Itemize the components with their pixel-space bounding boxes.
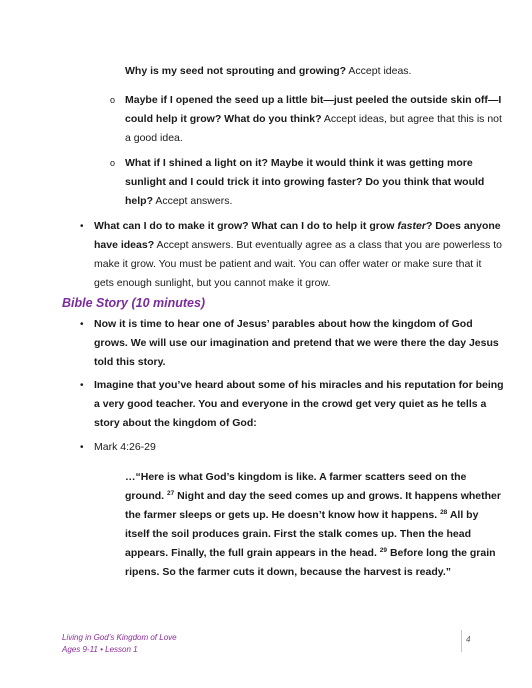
bullet-1-line-3: make it grow. You must be patient and wait. You can offer water or make sure that it [94, 258, 482, 270]
scripture-reference: Mark 4:26-29 [94, 441, 156, 453]
quote-line-5-a: appears. Finally, the full grain appears in the head. [125, 547, 380, 559]
section-heading: Bible Story (10 minutes) [62, 296, 206, 310]
bullet-3-line-3: story about the kingdom of God: [94, 417, 257, 429]
bullet-1-line-1-a: What can I do to make it grow? What can I do to help it grow [94, 220, 398, 232]
sub-bullet-2-line-2: sunlight and I could trick it into growing faster? Do you think that would [125, 176, 485, 188]
page-number: 4 [466, 635, 471, 644]
quote-line-3-a: the farmer sleeps or gets up. He doesn’t know how it happens. [125, 509, 441, 521]
bullet-3-line-2: a very good teacher. You and everyone in the crowd get very quiet as he tells a [94, 398, 487, 410]
sub-bullet-1 [125, 91, 502, 148]
bullet-1-line-1-italic: faster [397, 220, 426, 232]
sub-bullet-1-line-2-bold: could help it grow? What do you think? [125, 113, 322, 125]
bullet-1: • [80, 221, 84, 232]
sub-bullet-1-line-2-rest: Accept ideas, but agree that this is not [321, 113, 502, 125]
quote-line-2-a: ground. [125, 490, 167, 502]
scripture-quote [125, 468, 501, 582]
verse-28: 28 [440, 509, 448, 516]
bullet-1-line-2-bold: have ideas? [94, 239, 155, 251]
sub-bullet-1-line-1: Maybe if I opened the seed up a little bit—just peeled the outside skin off—I [125, 94, 502, 106]
quote-line-5-b: Before long the grain [387, 547, 496, 559]
quote-line-4: itself the soil produces grain. First the stalk comes up. Then the head [125, 528, 471, 540]
bullet-2: • [80, 319, 84, 330]
open-bullet-1: o [110, 95, 116, 105]
verse-29: 29 [379, 547, 388, 554]
verse-27: 27 [167, 490, 175, 497]
sub-bullet-1-line-3: a good idea. [125, 132, 183, 144]
bullet-2-line-2: grows. We will use our imagination and pretend that we were there the day Jesus [94, 337, 499, 349]
bullet-3: • [80, 380, 84, 391]
quote-line-3-b: All by [447, 509, 479, 521]
question-sprout [125, 62, 411, 81]
footer-subtitle: Ages 9-11 • Lesson 1 [62, 645, 138, 654]
quote-line-6: ripens. So the farmer cuts it down, because the harvest is ready.” [125, 566, 451, 578]
sub-bullet-2-line-3-rest: Accept answers. [153, 195, 233, 207]
page-footer [62, 632, 177, 656]
bullet-1-line-2-rest: Accept answers. But eventually agree as a class that you are powerless to [154, 239, 502, 251]
sub-bullet-2-line-3-bold: help? [125, 195, 153, 207]
bullet-1-line-1-b: ? Does anyone [425, 220, 501, 232]
bullet-1-text [94, 217, 502, 293]
sub-bullet-2 [125, 154, 484, 211]
bullet-3-line-1: Imagine that you’ve heard about some of his miracles and his reputation for being [94, 379, 504, 391]
open-bullet-2: o [110, 158, 116, 168]
footer-divider [461, 630, 462, 652]
question-sprout-rest: Accept ideas. [346, 65, 412, 77]
bullet-1-line-4: gets enough sunlight, but you cannot make it grow. [94, 277, 331, 289]
bullet-2-line-1: Now it is time to hear one of Jesus’ parables about how the kingdom of God [94, 318, 473, 330]
quote-line-1: …“Here is what God’s kingdom is like. A farmer scatters seed on the [125, 471, 467, 483]
footer-title: Living in God’s Kingdom of Love [62, 633, 177, 642]
bullet-2-text [94, 315, 499, 372]
sub-bullet-2-line-1: What if I shined a light on it? Maybe it would think it was getting more [125, 157, 473, 169]
quote-line-2-b: Night and day the seed comes up and grows. It happens whether [174, 490, 501, 502]
bullet-4: • [80, 442, 84, 453]
bullet-2-line-3: told this story. [94, 356, 166, 368]
question-sprout-bold: Why is my seed not sprouting and growing? [125, 65, 347, 77]
bullet-3-text [94, 376, 504, 433]
